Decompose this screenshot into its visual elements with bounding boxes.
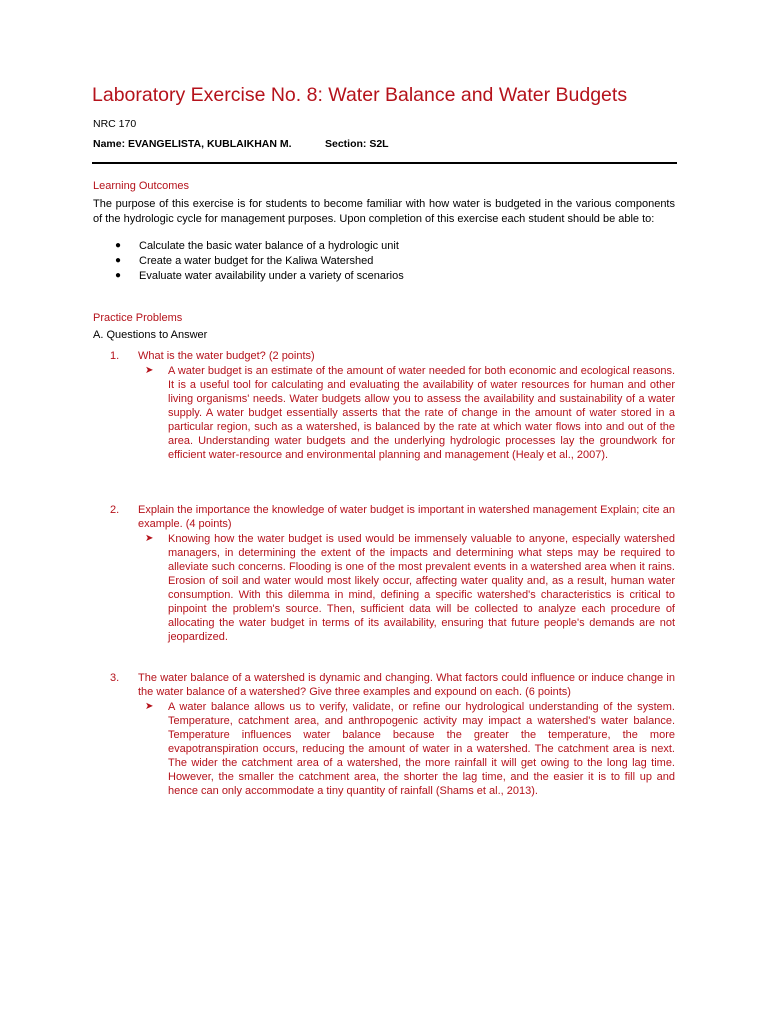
question-text: The water balance of a watershed is dynamic and changing. What factors could influence or induce change in the water balance of a watershed? Give three examples and expound on each. (6 points) <box>138 672 675 698</box>
course-code: NRC 170 <box>93 118 137 130</box>
header-divider <box>92 162 677 164</box>
list-item-text: Create a water budget for the Kaliwa Watershed <box>139 255 374 267</box>
answer-block <box>145 364 675 462</box>
answer-text: A water balance allows us to verify, validate, or refine our hydrological understanding of the system. Temperature, catchment area, and anthropogenic activity may impact a watershed's water balance. Temperature influences water balance because the greater the temperature, the more evapotranspiration occurs, reducing the amount of water in a watershed. The catchment area is next. The wider the catchment area of a watershed, the more rainfall it will get owing to the long lag time. However, the smaller the catchment area, the shorter the lag time, and the easier it is to fill up and hence can only accommodate a tiny quantity of rainfall (Shams et al., 2013). <box>168 701 675 797</box>
arrow-bullet-icon: ➤ <box>145 533 154 544</box>
practice-problems-heading: Practice Problems <box>93 312 183 324</box>
question-number: 2. <box>110 504 120 516</box>
student-info-row <box>93 138 389 150</box>
list-item-text: Evaluate water availability under a variety of scenarios <box>139 270 404 282</box>
list-item-text: Calculate the basic water balance of a hydrologic unit <box>139 240 399 252</box>
question-block <box>93 349 675 462</box>
student-name: Name: EVANGELISTA, KUBLAIKHAN M. <box>93 138 292 150</box>
question-block <box>93 671 675 798</box>
question-number: 1. <box>110 350 120 362</box>
question-block <box>93 503 675 644</box>
answer-text: A water budget is an estimate of the amount of water needed for both economic and ecological reasons. It is a useful tool for calculating and evaluating the availability of water resources for human and other living organisms' needs. Water budgets allow you to assess the availability and sustainability of a water supply. A water budget essentially asserts that the rate of change in the amount of water stored in a particular region, such as a watershed, is balanced by the rate at which water flows into and out of the area. Understanding water budgets and the underlying hydrologic processes lay the groundwork for efficient water-resource and environmental planning and management (Healy et al., 2007). <box>168 365 675 461</box>
learning-outcomes-paragraph: The purpose of this exercise is for students to become familiar with how water is budgeted in the various components of the hydrologic cycle for management purposes. Upon completion of this exercise each student should be able to: <box>93 198 675 225</box>
question-text: Explain the importance the knowledge of water budget is important in watershed management Explain; cite an example. (4 points) <box>138 504 675 530</box>
questions-subheading: A. Questions to Answer <box>93 329 208 341</box>
learning-outcomes-heading: Learning Outcomes <box>93 180 189 192</box>
answer-block <box>145 700 675 798</box>
list-item <box>93 270 404 285</box>
list-item <box>93 255 404 270</box>
arrow-bullet-icon: ➤ <box>145 365 154 376</box>
arrow-bullet-icon: ➤ <box>145 701 154 712</box>
list-item <box>93 240 404 255</box>
student-section: Section: S2L <box>325 138 389 150</box>
bullet-icon: ● <box>115 255 122 266</box>
learning-outcomes-list <box>93 240 404 285</box>
question-number: 3. <box>110 672 120 684</box>
bullet-icon: ● <box>115 270 122 281</box>
bullet-icon: ● <box>115 240 122 251</box>
answer-text: Knowing how the water budget is used would be immensely valuable to anyone, especially watershed managers, in determining the extent of the impacts and determining what steps may be required to alleviate such concerns. Flooding is one of the most prevalent events in a watershed area when it rains. Erosion of soil and water would most likely occur, affecting water quality and, as a result, human water consumption. With this dilemma in mind, defining a specific watershed's characteristics is critical to pinpoint the problem's source. Then, sufficient data will be collected to analyze each procedure of allocating the water budget in terms of its availability, ensuring that future people's demands are not jeopardized. <box>168 533 675 643</box>
question-text: What is the water budget? (2 points) <box>138 350 315 362</box>
page-title: Laboratory Exercise No. 8: Water Balance and Water Budgets <box>92 84 628 106</box>
answer-block <box>145 532 675 644</box>
